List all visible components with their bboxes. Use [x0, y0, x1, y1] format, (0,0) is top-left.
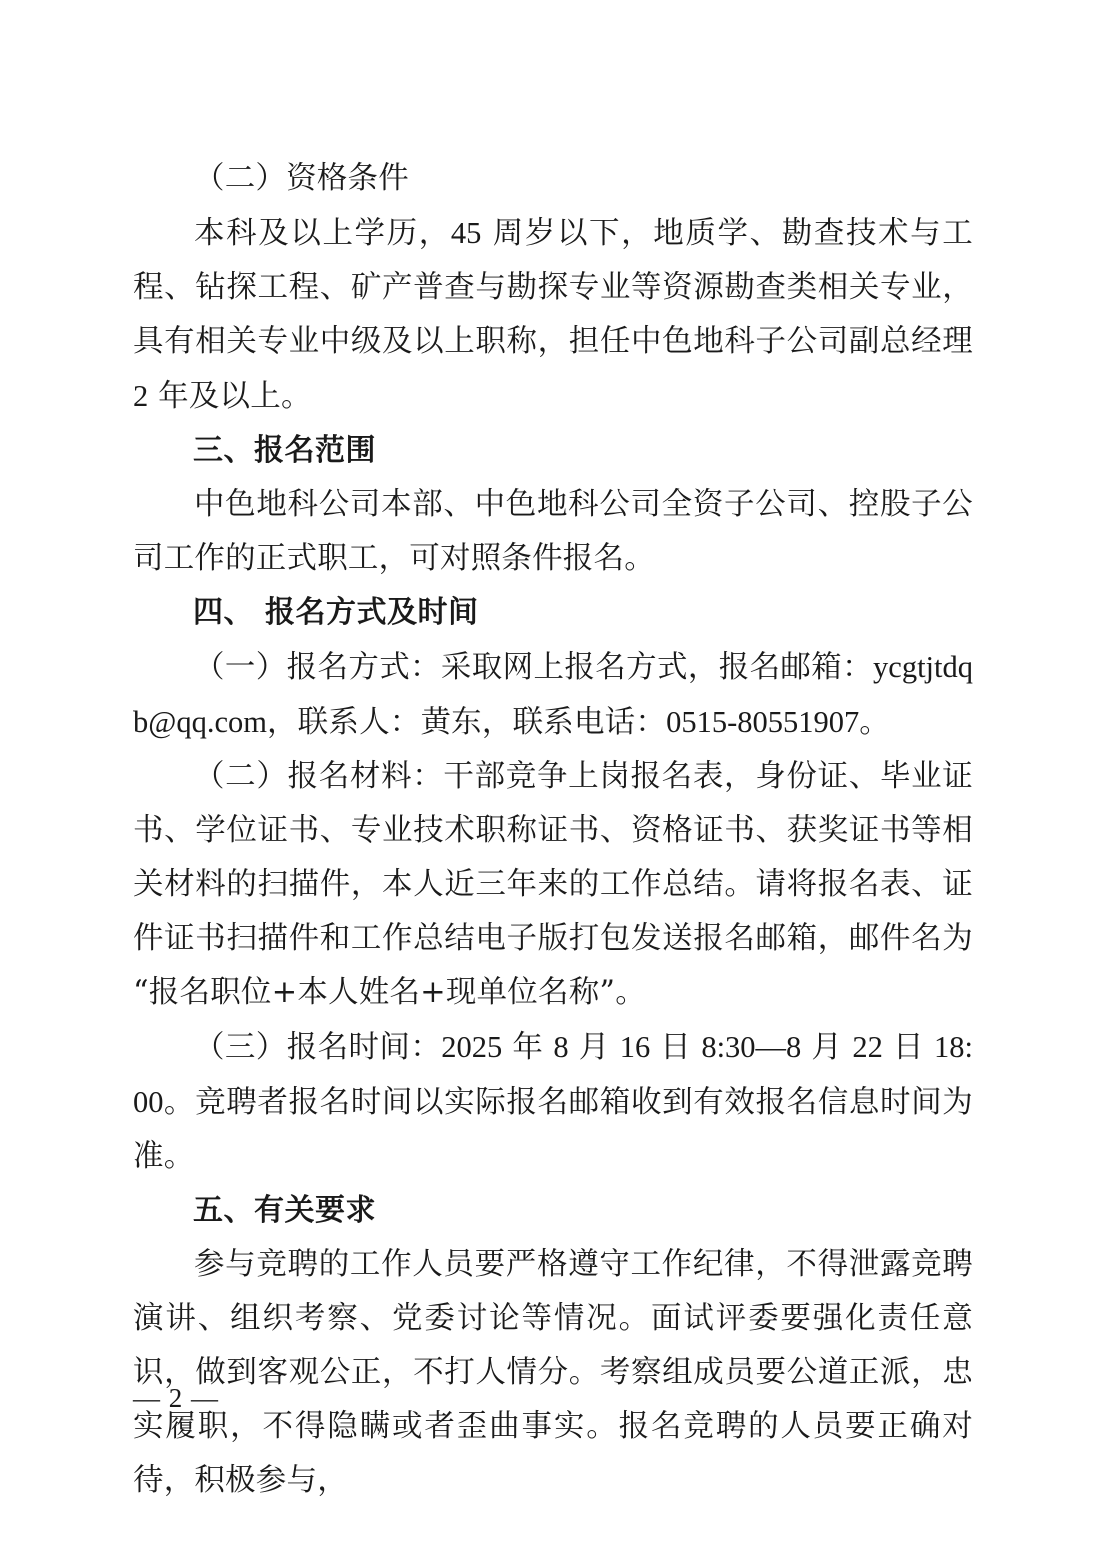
latin-run: 8 — [553, 1030, 569, 1064]
latin-run: ycgtjtdqb@qq.com — [133, 650, 973, 739]
document-body — [133, 152, 973, 1508]
section-five-heading: 五、有关要求 — [193, 1193, 376, 1228]
registration-time-paragraph: （三）报名时间：2025 年 8 月 16 日 8:30—8 月 22 日 18:00。竞聘者报名时间以实际报名邮箱收到有效报名信息时间为准。 — [133, 1030, 973, 1174]
section-five-paragraph: 参与竞聘的工作人员要严格遵守工作纪律，不得泄露竞聘演讲、组织考察、党委讨论等情况。面试评委要强化责任意识，做到客观公正，不打人情分。考察组成员要公道正派，忠实履职，不得隐瞒或者歪曲事实。报名竞聘的人员要正确对待，积极参与， — [133, 1247, 973, 1498]
registration-materials-paragraph: （二）报名材料：干部竞争上岗报名表，身份证、毕业证书、学位证书、专业技术职称证书、资格证书、获奖证书等相关材料的扫描件，本人近三年来的工作总结。请将报名表、证件证书扫描件和工作总结电子版打包发送报名邮箱，邮件名为“报名职位+本人姓名+现单位名称”。 — [133, 759, 973, 1010]
registration-method-paragraph: （一）报名方式：采取网上报名方式，报名邮箱：ycgtjtdqb@qq.com，联系人：黄东，联系电话：0515-80551907。 — [133, 650, 973, 740]
latin-run: 8:30—8 — [701, 1030, 802, 1064]
section-four-heading: 四、 报名方式及时间 — [193, 595, 479, 630]
qualification-paragraph: 本科及以上学历，45 周岁以下，地质学、勘查技术与工程、钻探工程、矿产普查与勘探专业等资源勘查类相关专业，具有相关专业中级及以上职称，担任中色地科子公司副总经理 2 年及以上。 — [133, 216, 973, 414]
section-three-heading: 三、报名范围 — [193, 433, 376, 468]
latin-run: 18:00 — [133, 1030, 973, 1119]
page-number: — 2 — — [133, 1383, 219, 1413]
latin-run: 16 — [619, 1030, 651, 1064]
latin-run: 22 — [852, 1030, 883, 1064]
section-three-paragraph: 中色地科公司本部、中色地科公司全资子公司、控股子公司工作的正式职工，可对照条件报名。 — [133, 487, 973, 576]
latin-run: 2 — [133, 379, 149, 413]
latin-run: 0515-80551907 — [666, 705, 860, 739]
latin-run: 2025 — [441, 1030, 503, 1064]
latin-run: 45 — [450, 216, 482, 250]
qualification-subheading: （二）资格条件 — [194, 161, 409, 196]
